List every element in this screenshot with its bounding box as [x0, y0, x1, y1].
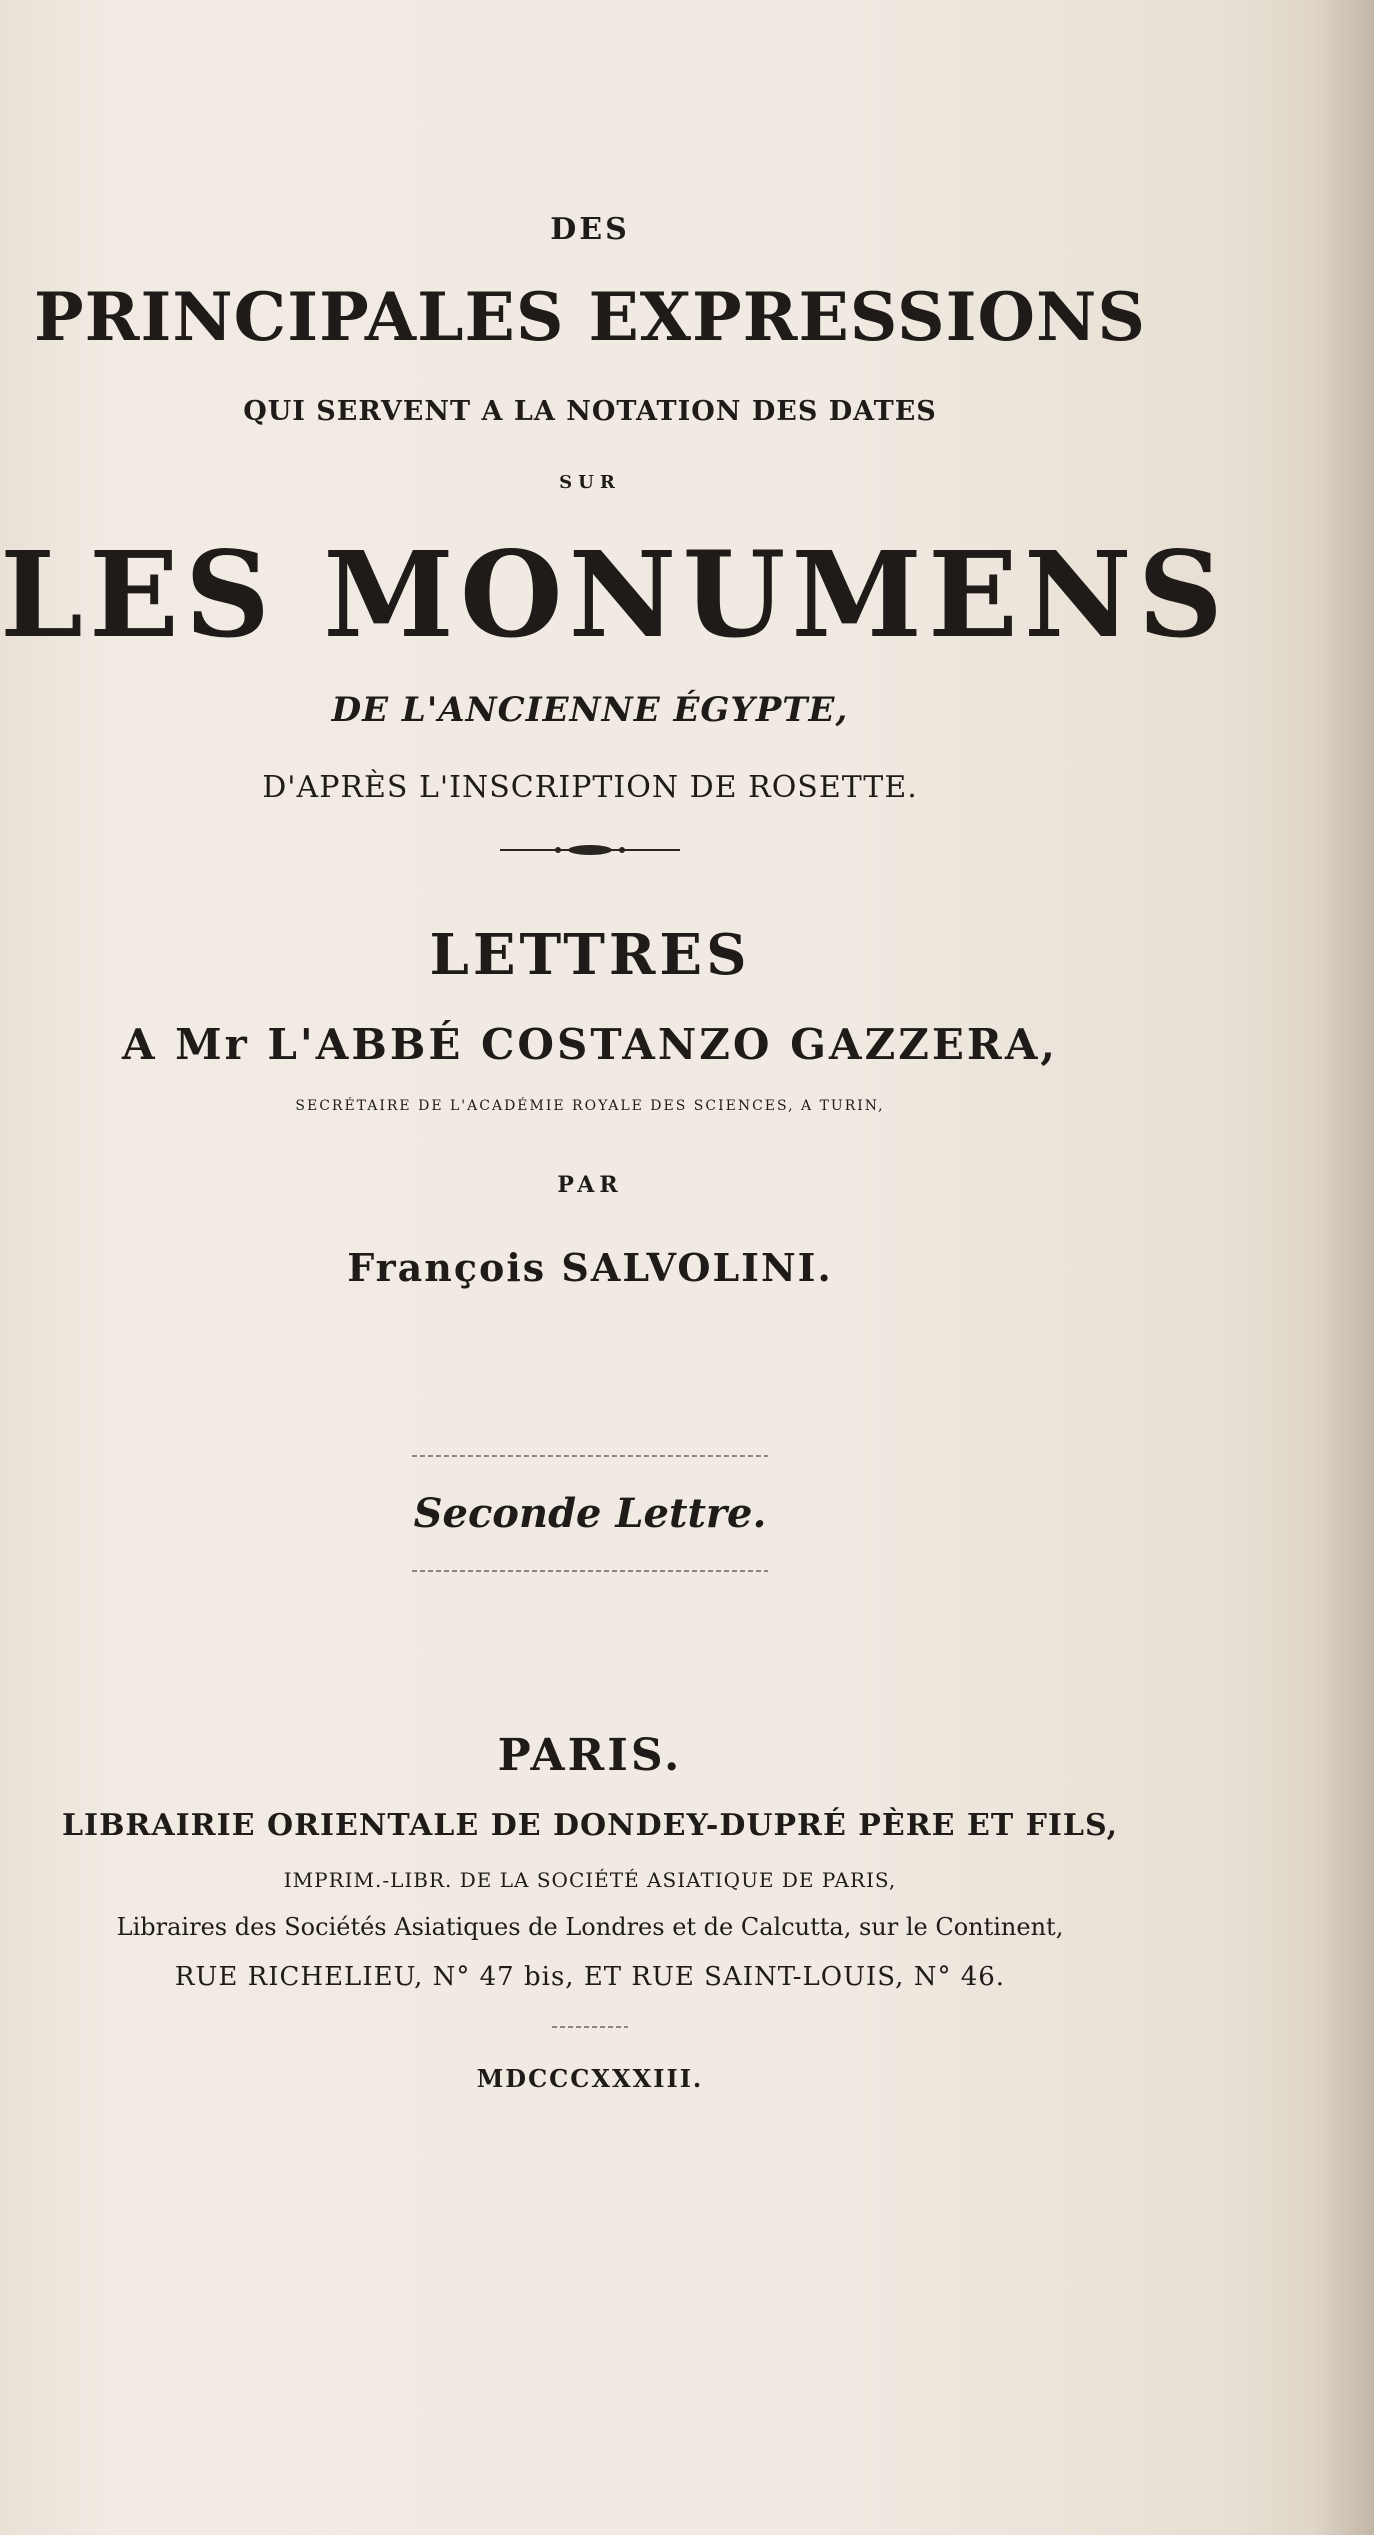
title-qui-servent: QUI SERVENT A LA NOTATION DES DATES: [243, 396, 937, 427]
imprint-libraires: Libraires des Sociétés Asiatiques de Londres et de Calcutta, sur le Continent,: [116, 1913, 1064, 1941]
imprint-date: MDCCCXXXIII.: [476, 2064, 704, 2093]
imprint-address: RUE RICHELIEU, N° 47 bis, ET RUE SAINT-LOUIS, N° 46.: [174, 1962, 1006, 1992]
ornament-rule: [500, 842, 680, 858]
ornament-small: [552, 2022, 628, 2032]
title-sur: SUR: [559, 472, 621, 493]
dedicatee-title: SECRÉTAIRE DE L'ACADÉMIE ROYALE DES SCIENCES, A TURIN,: [295, 1098, 885, 1114]
title-monumens: LES MONUMENS: [0, 525, 1230, 664]
lettre-label: Seconde Lettre.: [413, 1490, 767, 1537]
title-apres: D'APRÈS L'INSCRIPTION DE ROSETTE.: [262, 770, 918, 805]
ornament-chain-top: [412, 1450, 768, 1462]
title-ancienne: DE L'ANCIENNE ÉGYPTE,: [331, 690, 849, 730]
dedicatee: A Mr L'ABBÉ COSTANZO GAZZERA,: [121, 1020, 1059, 1069]
imprint-publisher: LIBRAIRIE ORIENTALE DE DONDEY-DUPRÉ PÈRE ET FILS,: [61, 1808, 1119, 1843]
title-des: DES: [550, 212, 630, 247]
imprint-printer: IMPRIM.-LIBR. DE LA SOCIÉTÉ ASIATIQUE DE PARIS,: [283, 1868, 897, 1892]
title-par: PAR: [557, 1172, 623, 1198]
page-edge-shadow: [1314, 0, 1374, 2535]
author-name: François SALVOLINI.: [347, 1245, 833, 1290]
ornament-chain-bottom: [412, 1565, 768, 1577]
imprint-city: PARIS.: [497, 1730, 683, 1781]
title-lettres: LETTRES: [429, 922, 751, 988]
title-principales: PRINCIPALES EXPRESSIONS: [34, 278, 1146, 356]
